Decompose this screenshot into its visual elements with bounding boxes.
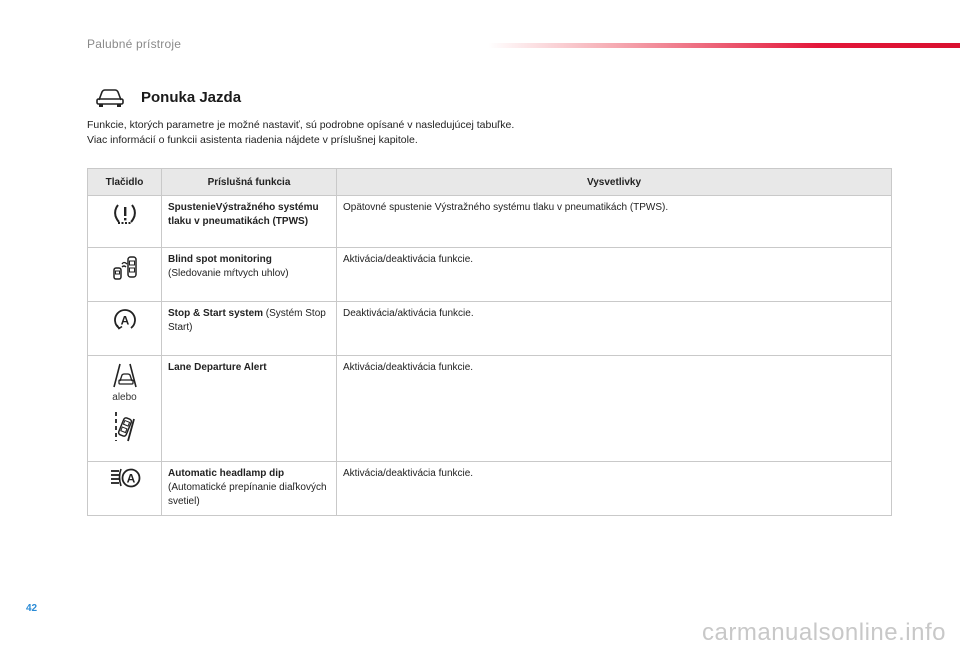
lane-departure-icon: [111, 361, 139, 389]
button-cell: [88, 302, 162, 356]
intro-text: [87, 118, 847, 148]
intro-line: Funkcie, ktorých parametre je možné nastaviť, sú podrobne opísané v nasledujúcej tabuľke.: [87, 119, 515, 131]
functions-table: [87, 168, 892, 516]
button-cell: [88, 356, 162, 462]
header-accent-bar: [488, 43, 960, 48]
function-cell: [162, 196, 337, 248]
function-detail: (Systém Stop Start): [168, 308, 326, 333]
function-detail: (Sledovanie mŕtvych uhlov): [168, 268, 289, 279]
function-cell: [162, 462, 337, 516]
auto-headlamp-icon: [108, 467, 142, 489]
button-cell: [88, 462, 162, 516]
function-cell: [162, 302, 337, 356]
table-row: [88, 196, 892, 248]
section-heading: [95, 86, 241, 108]
page-number: 42: [26, 603, 38, 614]
function-cell: [162, 356, 337, 462]
function-name: Lane Departure Alert: [168, 362, 267, 373]
explanation-cell: Opätovné spustenie Výstražného systému tlaku v pneumatikách (TPWS).: [337, 196, 892, 248]
function-name: SpustenieVýstražného systému tlaku v pneumatikách (TPWS): [168, 202, 319, 227]
svg-text:A: A: [120, 313, 129, 328]
tpws-icon: [112, 201, 138, 227]
table-header-row: [88, 169, 892, 196]
function-name: Stop & Start system: [168, 308, 264, 319]
function-cell: [162, 248, 337, 302]
button-cell: [88, 248, 162, 302]
car-icon: [95, 86, 125, 108]
table-row: [88, 462, 892, 516]
column-header-button: Tlačidlo: [88, 169, 162, 196]
button-cell: [88, 196, 162, 248]
section-title: Ponuka Jazda: [141, 88, 242, 106]
alternative-label: alebo: [112, 392, 137, 403]
explanation-cell: Deaktivácia/aktivácia funkcie.: [337, 302, 892, 356]
lane-departure-alt-icon: [111, 409, 139, 443]
explanation-cell: Aktivácia/deaktivácia funkcie.: [337, 248, 892, 302]
function-detail: (Automatické prepínanie diaľkových svetiel): [168, 482, 327, 507]
table-row: [88, 248, 892, 302]
table-row: [88, 302, 892, 356]
function-name: Blind spot monitoring: [168, 254, 272, 265]
table-row: [88, 356, 892, 462]
function-name: Automatic headlamp dip: [168, 468, 285, 479]
column-header-explanation: Vysvetlivky: [337, 169, 892, 196]
stop-start-icon: [112, 307, 138, 333]
intro-line: Viac informácií o funkcii asistenta riadenia nájdete v príslušnej kapitole.: [87, 134, 418, 146]
svg-text:A: A: [126, 471, 135, 486]
running-header: Palubné prístroje: [87, 37, 182, 51]
blind-spot-icon: [110, 253, 140, 283]
watermark: carmanualsonline.info: [702, 619, 946, 646]
explanation-cell: Aktivácia/deaktivácia funkcie.: [337, 356, 892, 462]
explanation-cell: Aktivácia/deaktivácia funkcie.: [337, 462, 892, 516]
column-header-function: Príslušná funkcia: [162, 169, 337, 196]
